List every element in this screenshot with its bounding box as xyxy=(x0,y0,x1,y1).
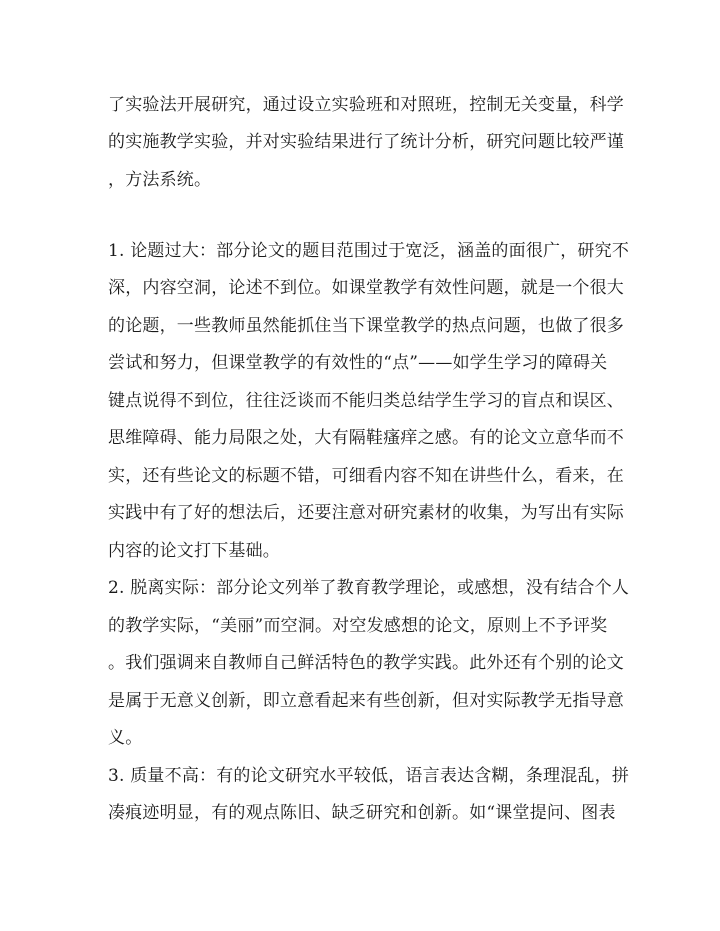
text-line: 了实验法开展研究，通过设立实验班和对照班，控制无关变量，科学 xyxy=(108,95,624,115)
text-line: 尝试和努力，但课堂教学的有效性的“点”——如学生学习的障碍关 xyxy=(108,353,608,373)
text-line: 义。 xyxy=(108,728,143,748)
text-line: 的论题，一些教师虽然能抓住当下课堂教学的热点问题，也做了很多 xyxy=(108,316,624,336)
text-line: 深，内容空洞，论述不到位。如课堂教学有效性问题，就是一个很大 xyxy=(108,278,624,298)
text-line: 。我们强调来自教师自己鲜活特色的教学实践。此外还有个别的论文 xyxy=(108,653,624,673)
text-line: 实践中有了好的想法后，还要注意对研究素材的收集，为写出有实际 xyxy=(108,503,624,523)
text-line: 3. 质量不高：有的论文研究水平较低，语言表达含糊，条理混乱，拼 xyxy=(108,766,630,786)
text-line: 思维障碍、能力局限之处，大有隔鞋瘙痒之感。有的论文立意华而不 xyxy=(108,428,624,448)
text-line: 的教学实际，“美丽”而空洞。对空发感想的论文，原则上不予评奖 xyxy=(108,616,608,636)
text-line: 键点说得不到位，往往泛谈而不能归类总结学生学习的盲点和误区、 xyxy=(108,391,624,411)
text-line: 是属于无意义创新，即立意看起来有些创新，但对实际教学无指导意 xyxy=(108,691,624,711)
text-line: 2. 脱离实际：部分论文列举了教育教学理论，或感想，没有结合个人 xyxy=(108,578,630,598)
text-line: ，方法系统。 xyxy=(108,170,212,190)
text-line: 凑痕迹明显，有的观点陈旧、缺乏研究和创新。如“课堂提问、图表 xyxy=(108,803,616,823)
text-line: 内容的论文打下基础。 xyxy=(108,541,280,561)
text-line: 1. 论题过大：部分论文的题目范围过于宽泛，涵盖的面很广，研究不 xyxy=(108,241,630,261)
text-line: 实，还有些论文的标题不错，可细看内容不知在讲些什么，看来，在 xyxy=(108,466,624,486)
text-line: 的实施教学实验，并对实验结果进行了统计分析，研究问题比较严谨 xyxy=(108,132,624,152)
